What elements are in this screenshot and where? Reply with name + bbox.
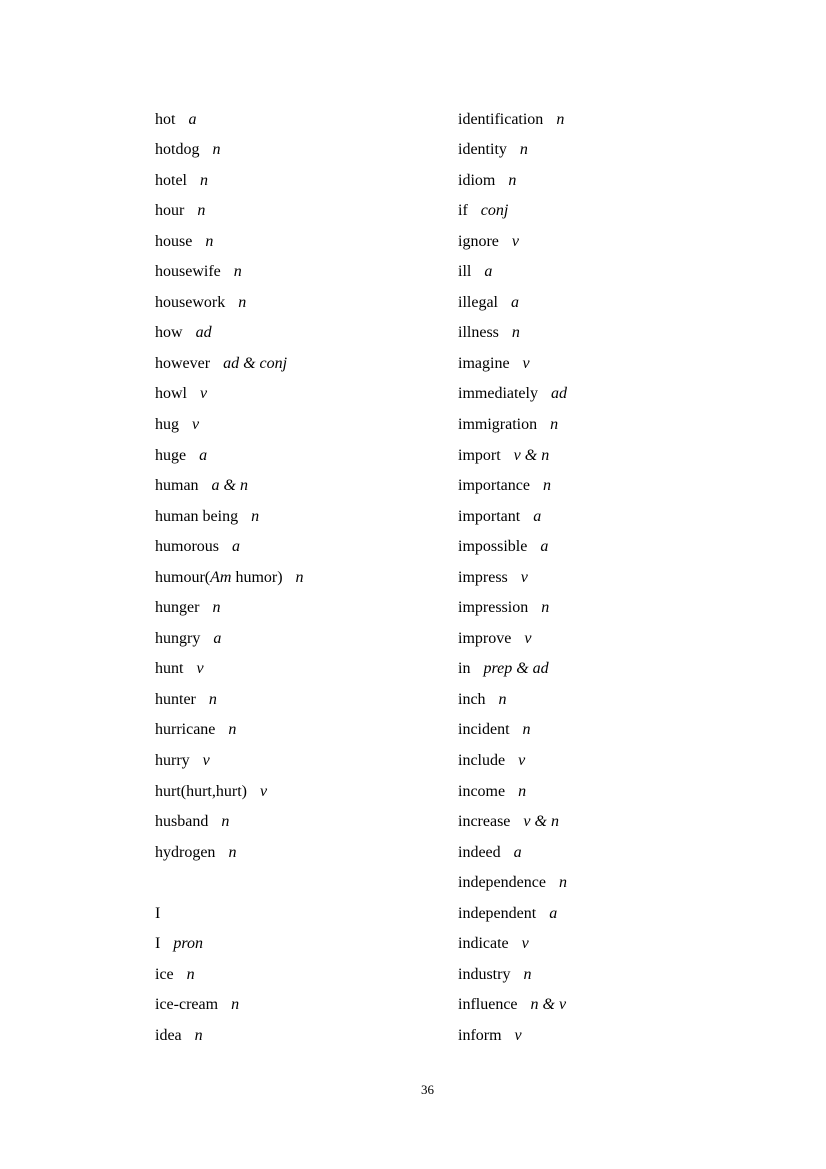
entry-part-of-speech: n: [200, 171, 208, 189]
entry-part-of-speech: n: [238, 293, 247, 311]
entry-word: imagine: [458, 354, 510, 372]
entry-part-of-speech: n: [295, 568, 304, 586]
page-number: 36: [421, 1082, 434, 1097]
entry-part-of-speech: v: [514, 1026, 522, 1044]
word-entry-row: [458, 257, 758, 288]
entry-word: ignore: [458, 232, 499, 250]
word-entry-row: [458, 441, 758, 472]
entry-part-of-speech: a: [549, 904, 558, 922]
entry-part-of-speech: v: [511, 232, 519, 250]
entry-word: important: [458, 507, 521, 525]
word-entry-row: [458, 563, 758, 594]
word-entry-row: [155, 410, 455, 441]
entry-part-of-speech: v: [524, 629, 532, 647]
entry-part-of-speech: n: [251, 507, 260, 525]
vocab-column-left: [155, 105, 455, 1052]
entry-part-of-speech: n: [208, 690, 217, 708]
entry-part-of-speech: ad: [195, 324, 212, 342]
word-entry-row: [155, 135, 455, 166]
word-entry-row: [155, 838, 455, 869]
word-entry-row: [458, 868, 758, 899]
word-entry-row: [458, 685, 758, 716]
blank-row: [155, 868, 455, 899]
entry-part-of-speech: v: [522, 354, 530, 372]
entry-part-of-speech: n: [511, 324, 520, 342]
word-entry-row: [155, 532, 455, 563]
word-entry-row: [155, 196, 455, 227]
entry-part-of-speech: n: [228, 721, 237, 739]
entry-part-of-speech: v: [520, 568, 528, 586]
page-footer: [155, 1082, 700, 1098]
word-entry-row: [458, 715, 758, 746]
word-entry-row: [458, 929, 758, 960]
entry-part-of-speech: a: [213, 629, 222, 647]
entry-part-of-speech: a: [188, 110, 197, 128]
entry-word: identification: [458, 110, 544, 128]
entry-part-of-speech: prep & ad: [483, 660, 549, 678]
entry-part-of-speech: pron: [173, 935, 203, 953]
word-entry-row: [458, 990, 758, 1021]
entry-part-of-speech: v: [259, 782, 268, 800]
word-entry-row: [458, 349, 758, 380]
entry-word: hurricane: [155, 721, 216, 739]
entry-part-of-speech: n: [508, 171, 517, 189]
entry-word: hunger: [155, 599, 200, 617]
entry-word: hotdog: [155, 141, 200, 159]
word-entry-row: [458, 899, 758, 930]
word-entry-row: [458, 654, 758, 685]
word-entry-row: [458, 379, 758, 410]
word-entry-row: [155, 685, 455, 716]
entry-word: illness: [458, 324, 499, 342]
entry-word: include: [458, 751, 506, 769]
entry-word: increase: [458, 813, 511, 831]
entry-part-of-speech: a: [533, 507, 542, 525]
entry-part-of-speech: n: [556, 110, 565, 128]
word-entry-row: [458, 410, 758, 441]
entry-word: hug: [155, 415, 179, 433]
entry-part-of-speech: v: [192, 415, 200, 433]
entry-word: hunt: [155, 660, 184, 678]
entry-word: independent: [458, 904, 537, 922]
entry-word: ice: [155, 965, 174, 983]
entry-word: identity: [458, 141, 507, 159]
word-entry-row: [155, 288, 455, 319]
entry-part-of-speech: n: [542, 477, 551, 495]
entry-part-of-speech: a: [232, 538, 240, 556]
entry-word: if: [458, 202, 468, 220]
entry-part-of-speech: n: [194, 1026, 203, 1044]
word-entry-row: [155, 441, 455, 472]
word-entry-row: [458, 135, 758, 166]
entry-part-of-speech: n: [221, 813, 230, 831]
entry-part-of-speech: a: [484, 263, 493, 281]
entry-part-of-speech: n: [518, 782, 527, 800]
entry-part-of-speech: conj: [480, 202, 509, 220]
word-entry-row: [458, 471, 758, 502]
word-entry-row: [458, 502, 758, 533]
entry-part-of-speech: n: [205, 232, 214, 250]
word-entry-row: [458, 960, 758, 991]
entry-word-after-part: humor): [231, 568, 283, 586]
word-entry-row: [458, 288, 758, 319]
word-entry-row: [458, 227, 758, 258]
entry-part-of-speech: a: [199, 446, 208, 464]
entry-part-of-speech: n & v: [530, 996, 567, 1014]
word-entry-row: [458, 166, 758, 197]
entry-part-of-speech: n: [228, 843, 237, 861]
entry-word: idiom: [458, 171, 496, 189]
entry-part-of-speech: v: [200, 385, 208, 403]
word-entry-row: [458, 624, 758, 655]
word-entry-row: [458, 593, 758, 624]
entry-word-italic-part: Am: [210, 568, 232, 586]
entry-word: idea: [155, 1026, 182, 1044]
entry-word: in: [458, 660, 471, 678]
entry-word: inch: [458, 690, 486, 708]
entry-part-of-speech: a: [510, 293, 519, 311]
entry-part-of-speech: v: [521, 935, 529, 953]
entry-part-of-speech: v & n: [513, 446, 550, 464]
entry-part-of-speech: n: [498, 690, 507, 708]
entry-part-of-speech: n: [550, 415, 559, 433]
entry-word: impress: [458, 568, 508, 586]
word-entry-row: [155, 990, 455, 1021]
entry-word: hurt(hurt,hurt): [155, 782, 247, 800]
vocab-column-right: [458, 105, 758, 1052]
word-entry-row: [155, 471, 455, 502]
word-entry-row: [458, 318, 758, 349]
entry-part-of-speech: n: [558, 874, 567, 892]
entry-part-of-speech: a: [540, 538, 549, 556]
word-entry-row: [155, 807, 455, 838]
entry-part-of-speech: n: [523, 965, 532, 983]
word-entry-row: [155, 715, 455, 746]
entry-part-of-speech: v: [196, 660, 204, 678]
entry-word: however: [155, 354, 211, 372]
entry-word: hour: [155, 202, 185, 220]
entry-word: impossible: [458, 538, 528, 556]
word-entry-row: [155, 1021, 455, 1052]
word-entry-row: [155, 502, 455, 533]
entry-part-of-speech: ad & conj: [223, 354, 288, 372]
entry-word: hot: [155, 110, 176, 128]
word-entry-row: [458, 105, 758, 136]
entry-word: influence: [458, 996, 518, 1014]
entry-word: ice-cream: [155, 996, 219, 1014]
entry-word: hurry: [155, 751, 190, 769]
entry-word: house: [155, 232, 193, 250]
entry-part-of-speech: n: [233, 263, 242, 281]
entry-part-of-speech: a: [513, 843, 522, 861]
entry-word: hotel: [155, 171, 187, 189]
entry-word: humorous: [155, 538, 219, 556]
word-entry-row: [458, 532, 758, 563]
section-header-row: [155, 899, 455, 930]
entry-word: improve: [458, 629, 512, 647]
entry-part-of-speech: v: [202, 751, 210, 769]
word-entry-row: [155, 593, 455, 624]
entry-word: illegal: [458, 293, 498, 311]
word-entry-row: [458, 196, 758, 227]
entry-word: immigration: [458, 415, 538, 433]
entry-part-of-speech: n: [197, 202, 206, 220]
word-entry-row: [155, 654, 455, 685]
word-entry-row: [155, 105, 455, 136]
entry-word: how: [155, 324, 183, 342]
entry-word: housewife: [155, 263, 221, 281]
word-entry-row: [155, 349, 455, 380]
entry-word: impression: [458, 599, 529, 617]
section-header-letter: I: [155, 904, 161, 922]
word-entry-row: [155, 257, 455, 288]
word-entry-row: [458, 1021, 758, 1052]
entry-word: housework: [155, 293, 226, 311]
word-entry-row: [155, 166, 455, 197]
entry-word: inform: [458, 1026, 502, 1044]
entry-part-of-speech: v & n: [523, 813, 559, 831]
entry-part-of-speech: v: [518, 751, 526, 769]
entry-word: incident: [458, 721, 510, 739]
entry-word: human being: [155, 507, 239, 525]
entry-word: importance: [458, 477, 530, 495]
entry-word: huge: [155, 446, 187, 464]
entry-word: immediately: [458, 385, 538, 403]
entry-part-of-speech: n: [519, 141, 528, 159]
word-entry-row: [155, 624, 455, 655]
word-entry-row: [458, 807, 758, 838]
entry-word: industry: [458, 965, 511, 983]
entry-word: ill: [458, 263, 472, 281]
word-entry-row: [458, 746, 758, 777]
entry-word: hungry: [155, 629, 201, 647]
word-entry-row: [155, 929, 455, 960]
entry-word: human: [155, 477, 199, 495]
entry-word: hunter: [155, 690, 196, 708]
entry-part-of-speech: n: [212, 599, 221, 617]
word-entry-row: [155, 379, 455, 410]
entry-part-of-speech: n: [186, 965, 195, 983]
word-entry-row: [458, 838, 758, 869]
entry-word: import: [458, 446, 501, 464]
entry-part-of-speech: ad: [550, 385, 567, 403]
entry-word: income: [458, 782, 506, 800]
word-entry-row: [155, 563, 455, 594]
entry-word: indicate: [458, 935, 509, 953]
entry-part-of-speech: n: [212, 141, 221, 159]
entry-word: I: [155, 935, 161, 953]
entry-word: indeed: [458, 843, 501, 861]
entry-word: hydrogen: [155, 843, 216, 861]
entry-word: husband: [155, 813, 209, 831]
word-entry-row: [155, 746, 455, 777]
word-entry-row: [155, 227, 455, 258]
entry-word: independence: [458, 874, 546, 892]
entry-part-of-speech: n: [231, 996, 240, 1014]
entry-part-of-speech: n: [541, 599, 550, 617]
word-entry-row: [458, 777, 758, 808]
entry-word: humour(: [155, 568, 211, 586]
entry-part-of-speech: n: [522, 721, 531, 739]
word-entry-row: [155, 777, 455, 808]
entry-word: howl: [155, 385, 187, 403]
word-entry-row: [155, 318, 455, 349]
entry-part-of-speech: a & n: [211, 477, 248, 495]
word-entry-row: [155, 960, 455, 991]
